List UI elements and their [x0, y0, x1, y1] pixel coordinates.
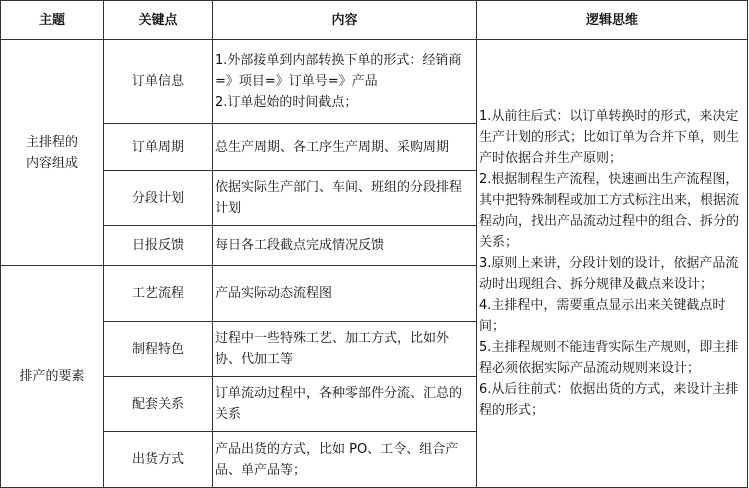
key-point-cell: 工艺流程 — [104, 266, 213, 322]
content-text: 1.外部接单到内部转换下单的形式：经销商=》项目=》订单号=》产品 2.订单起始的时间截点； — [215, 53, 462, 110]
topic-cell-scheduling-factors — [1, 266, 104, 488]
content-cell: 过程中一些特殊工艺、加工方式，比如外协、代加工等 — [213, 322, 477, 377]
topic-text: 内容组成 — [25, 155, 78, 171]
header-logic: 逻辑思维 — [477, 1, 748, 40]
table-row — [1, 40, 748, 124]
header-content: 内容 — [213, 1, 477, 40]
key-point-cell: 出货方式 — [104, 432, 213, 488]
logic-item: 6.从后往前式：依据出货的方式，来设计主排程的形式； — [479, 382, 739, 418]
topic-text: 排产的要素 — [19, 369, 85, 384]
header-key-point: 关键点 — [104, 1, 213, 40]
content-cell — [213, 40, 477, 124]
header-row — [1, 1, 748, 40]
topic-cell-main-schedule — [1, 40, 104, 266]
key-point-cell: 日报反馈 — [104, 226, 213, 266]
content-cell: 产品出货的方式，比如 PO、工令、组合产品、单产品等； — [213, 432, 477, 488]
topic-text: 主排程的 — [25, 134, 78, 150]
key-point-cell: 配套关系 — [104, 377, 213, 432]
content-cell: 产品实际动态流程图 — [213, 266, 477, 322]
content-cell: 总生产周期、各工序生产周期、采购周期 — [213, 124, 477, 171]
key-point-cell: 分段计划 — [104, 171, 213, 226]
key-point-cell: 订单周期 — [104, 124, 213, 171]
logic-item: 5.主排程规则不能违背实际生产规则，即主排程必须依据实际产品流动规则来设计； — [479, 340, 739, 376]
logic-item: 1.从前往后式：以订单转换时的形式，来决定生产计划的形式；比如订单为合并下单，则生产时依据合并生产原则； — [479, 109, 740, 166]
key-point-cell: 订单信息 — [104, 40, 213, 124]
content-cell: 依据实际生产部门、车间、班组的分段排程计划 — [213, 171, 477, 226]
logic-item: 2.根据制程生产流程，快速画出生产流程图，其中把特殊制程或加工方式标注出来，根据流程动向，找出产品流动过程中的组合、拆分的关系； — [479, 172, 740, 250]
logic-item: 3.原则上来讲，分段计划的设计，依据产品流动时出现组合、拆分规律及截点来设计； — [479, 256, 739, 292]
header-topic: 主题 — [1, 1, 104, 40]
key-point-cell: 制程特色 — [104, 322, 213, 377]
content-cell: 每日各工段截点完成情况反馈 — [213, 226, 477, 266]
content-cell: 订单流动过程中，各种零部件分流、汇总的关系 — [213, 377, 477, 432]
logic-cell — [477, 40, 748, 488]
logic-item: 4.主排程中，需要重点显示出来关键截点时间； — [479, 298, 726, 334]
